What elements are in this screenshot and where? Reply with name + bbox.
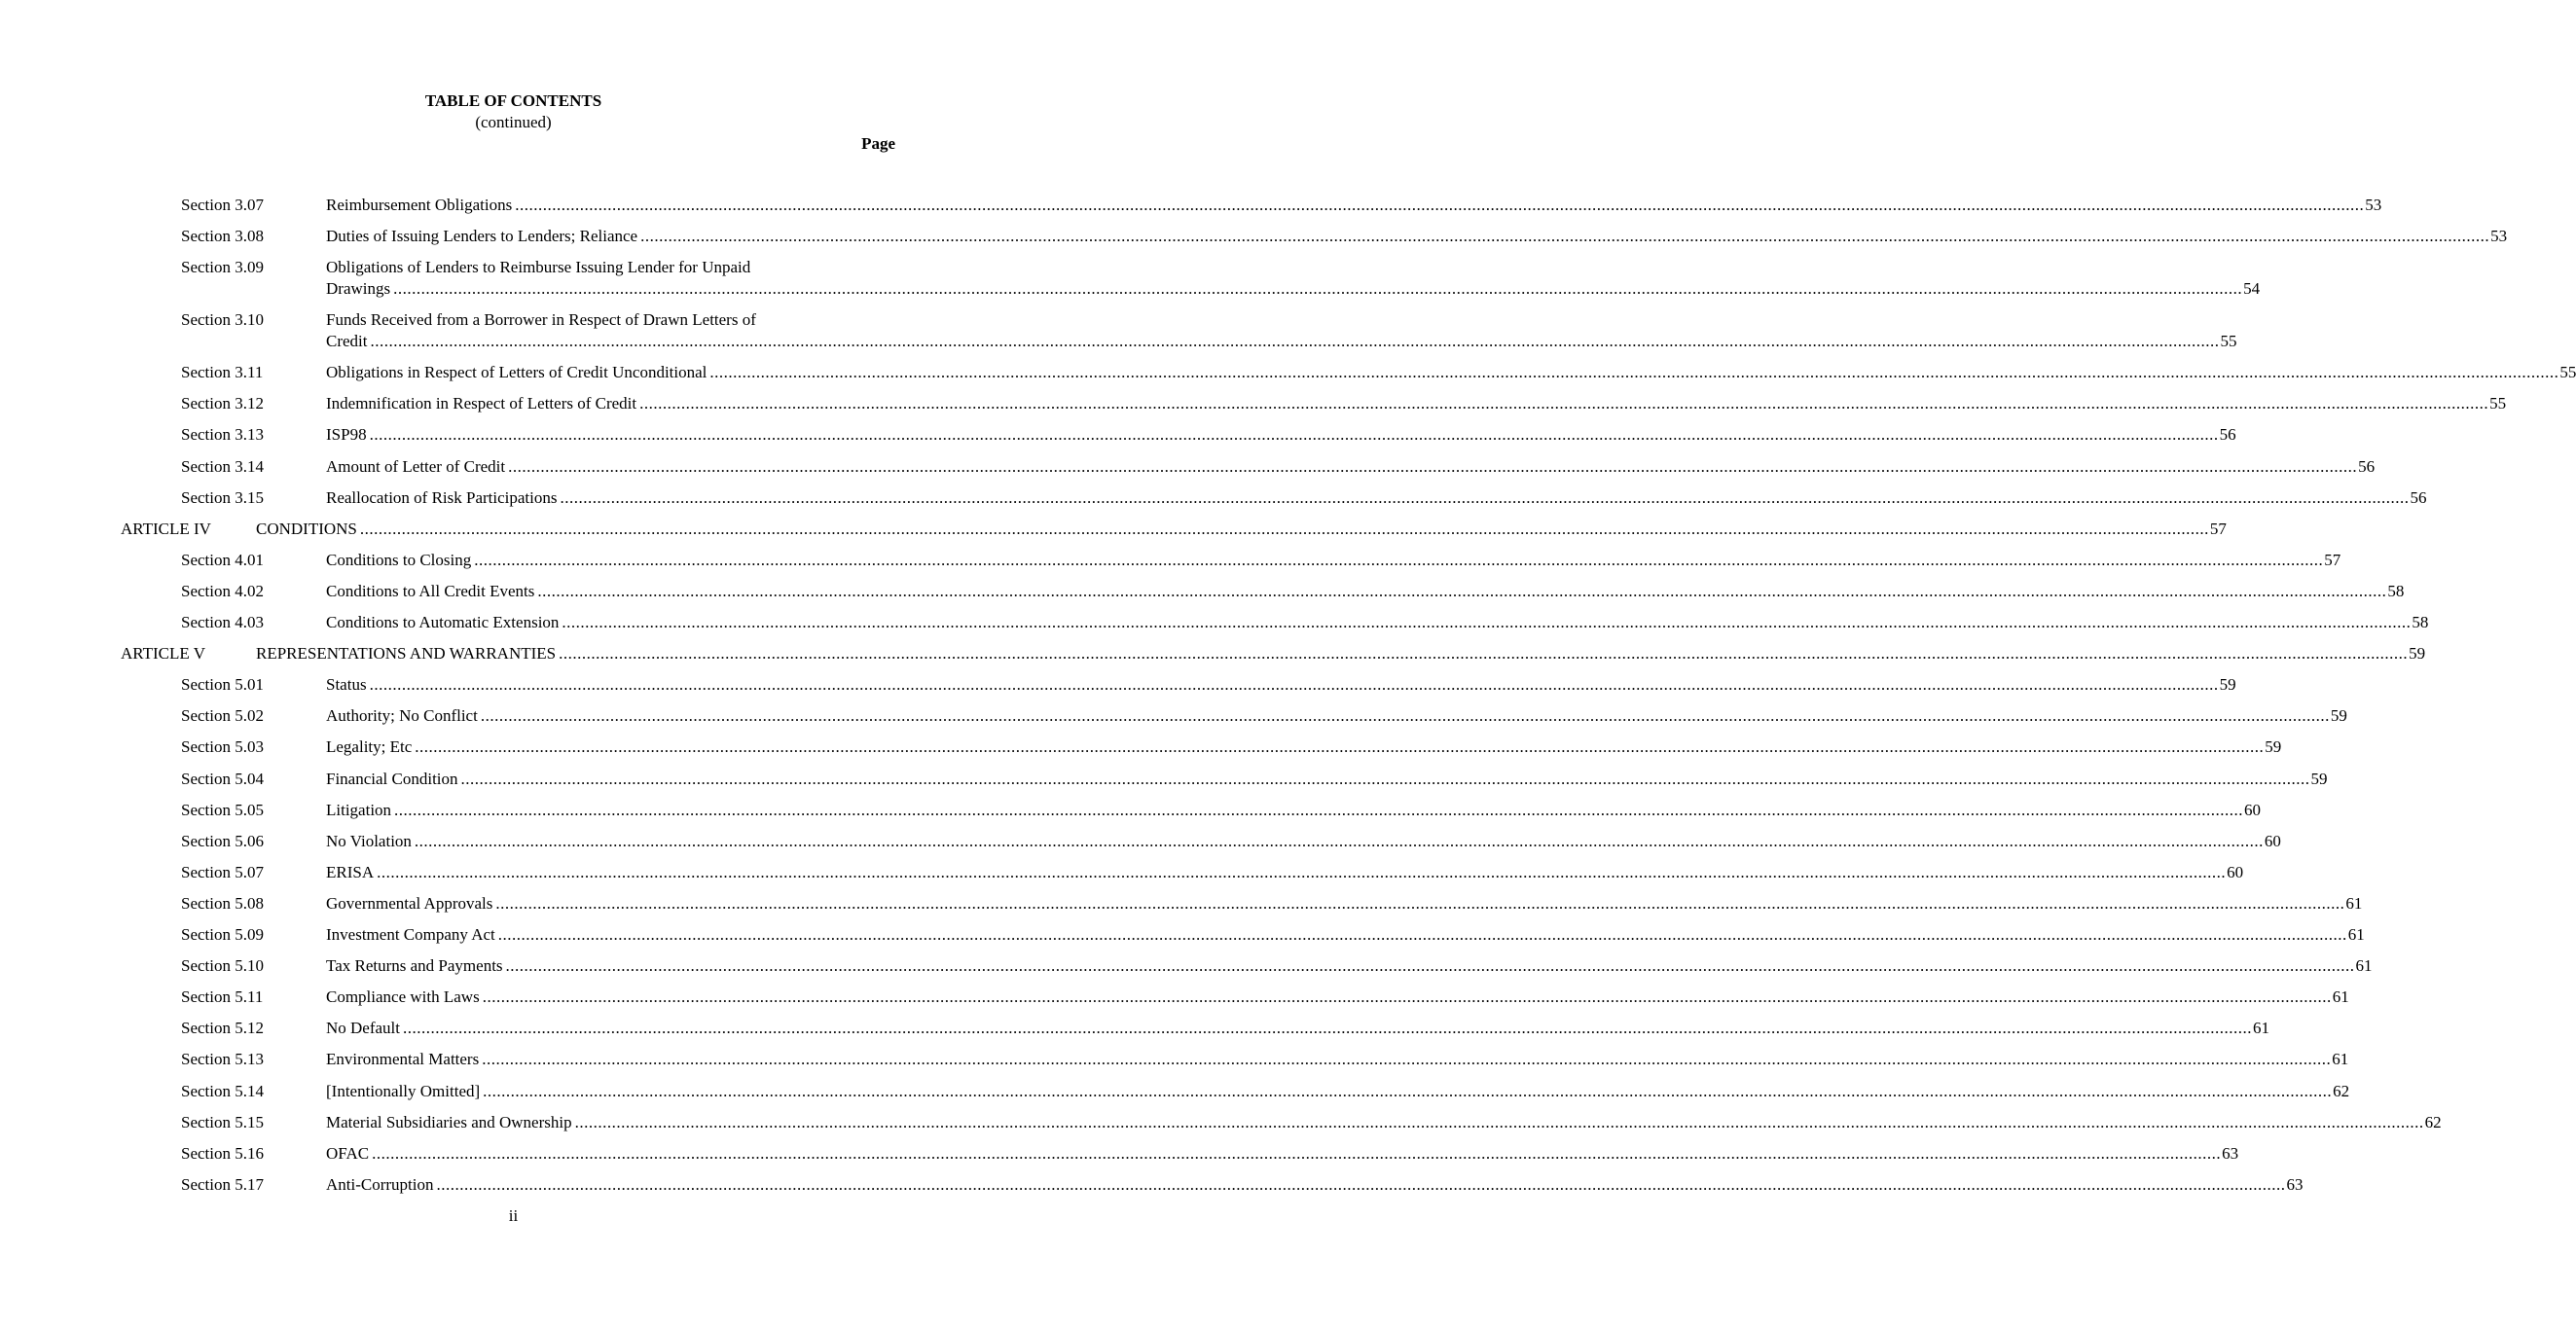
page-number: 54 xyxy=(2243,279,2261,299)
entry-title: Conditions to All Credit Events xyxy=(326,581,535,600)
dot-leader: ................................................................................................................................................................................................................................................................................................................................................................................................................ xyxy=(515,196,2365,214)
section-number: Section 5.04 xyxy=(181,769,264,788)
dot-leader: ................................................................................................................................................................................................................................................................................................................................................................................................................ xyxy=(482,1050,2332,1069)
page-number: 62 xyxy=(2424,1112,2442,1131)
dot-leader: ................................................................................................................................................................................................................................................................................................................................................................................................................ xyxy=(474,550,2324,569)
dot-leader: ................................................................................................................................................................................................................................................................................................................................................................................................................ xyxy=(377,862,2227,881)
page-number: 59 xyxy=(2310,769,2328,788)
dot-leader: ................................................................................................................................................................................................................................................................................................................................................................................................................ xyxy=(460,769,2310,788)
page-number: 59 xyxy=(2330,706,2347,726)
section-number: Section 3.12 xyxy=(181,394,264,413)
page-number: 61 xyxy=(2332,987,2349,1007)
page-number: 60 xyxy=(2244,800,2262,819)
dot-leader: ................................................................................................................................................................................................................................................................................................................................................................................................................ xyxy=(436,1174,2286,1194)
entry-title: Obligations in Respect of Letters of Credit Unconditional xyxy=(326,363,707,382)
entry-title: Litigation xyxy=(326,800,392,819)
section-number: Section 3.09 xyxy=(181,258,264,277)
toc-heading: TABLE OF CONTENTS xyxy=(424,91,602,110)
dot-leader: ................................................................................................................................................................................................................................................................................................................................................................................................................ xyxy=(480,706,2330,726)
entry-title: Investment Company Act xyxy=(326,925,495,944)
section-number: Section 5.02 xyxy=(181,706,264,726)
page-number: 59 xyxy=(2409,644,2426,664)
section-number: Section 4.02 xyxy=(181,581,264,600)
dot-leader: ................................................................................................................................................................................................................................................................................................................................................................................................................ xyxy=(559,644,2409,664)
dot-leader: ................................................................................................................................................................................................................................................................................................................................................................................................................ xyxy=(640,227,2490,246)
dot-leader: ................................................................................................................................................................................................................................................................................................................................................................................................................ xyxy=(497,925,2347,944)
section-number: Section 5.13 xyxy=(181,1050,264,1069)
entry-title: Conditions to Closing xyxy=(326,550,472,569)
page-number: 61 xyxy=(2253,1019,2270,1038)
section-number: Section 5.08 xyxy=(181,893,264,913)
entry-title: Credit xyxy=(326,332,368,351)
section-number: Section 3.13 xyxy=(181,425,264,445)
entry-title: CONDITIONS xyxy=(256,519,357,538)
section-number: Section 5.15 xyxy=(181,1112,264,1131)
footer-page-number: ii xyxy=(508,1206,519,1225)
entry-title: Status xyxy=(326,675,367,695)
dot-leader: ................................................................................................................................................................................................................................................................................................................................................................................................................ xyxy=(369,425,2219,445)
toc-subheading: (continued) xyxy=(475,113,552,131)
dot-leader: ................................................................................................................................................................................................................................................................................................................................................................................................................ xyxy=(537,581,2387,600)
entry-title: OFAC xyxy=(326,1143,370,1163)
section-number: Section 5.17 xyxy=(181,1174,264,1194)
page-number: 61 xyxy=(2332,1050,2349,1069)
entry-title: Conditions to Automatic Extension xyxy=(326,613,560,631)
entry-title: Amount of Letter of Credit xyxy=(326,456,506,476)
entry-title: REPRESENTATIONS AND WARRANTIES xyxy=(256,644,557,664)
section-number: Section 5.10 xyxy=(181,956,264,976)
section-number: Section 3.11 xyxy=(181,363,264,382)
section-number: Section 5.01 xyxy=(181,675,264,695)
page-number: 55 xyxy=(2489,394,2507,413)
section-number: Section 4.01 xyxy=(181,550,264,569)
page-number: 59 xyxy=(2219,675,2236,695)
dot-leader: ................................................................................................................................................................................................................................................................................................................................................................................................................ xyxy=(508,456,2358,476)
dot-leader: ................................................................................................................................................................................................................................................................................................................................................................................................................ xyxy=(359,519,2209,538)
entry-title: ISP98 xyxy=(326,425,367,445)
entry-title: [Intentionally Omitted] xyxy=(326,1081,481,1100)
section-number: Section 5.03 xyxy=(181,737,264,757)
page-number: 58 xyxy=(2387,581,2405,600)
page-number: 58 xyxy=(2412,613,2429,631)
section-number: Section 5.16 xyxy=(181,1143,264,1163)
page-number: 55 xyxy=(2559,363,2576,382)
entry-title: No Default xyxy=(326,1019,401,1038)
page-number: 63 xyxy=(2222,1143,2239,1163)
section-number: Section 3.15 xyxy=(181,487,264,507)
section-number: Section 5.06 xyxy=(181,831,264,850)
article-number: ARTICLE V xyxy=(121,644,205,664)
page-number: 53 xyxy=(2490,227,2508,246)
dot-leader: ................................................................................................................................................................................................................................................................................................................................................................................................................ xyxy=(639,394,2489,413)
entry-title: Compliance with Laws xyxy=(326,987,480,1007)
page-number: 60 xyxy=(2227,862,2244,881)
entry-title: No Violation xyxy=(326,831,412,850)
page-number: 56 xyxy=(2358,456,2376,476)
entry-title: Reallocation of Risk Participations xyxy=(326,487,558,507)
page-number: 60 xyxy=(2264,831,2281,850)
section-number: Section 5.12 xyxy=(181,1019,264,1038)
dot-leader: ................................................................................................................................................................................................................................................................................................................................................................................................................ xyxy=(403,1019,2253,1038)
page-number: 61 xyxy=(2347,925,2365,944)
entry-title-line: Obligations of Lenders to Reimburse Issuing Lender for Unpaid xyxy=(326,258,751,277)
section-number: Section 5.05 xyxy=(181,800,264,819)
section-number: Section 5.09 xyxy=(181,925,264,944)
dot-leader: ................................................................................................................................................................................................................................................................................................................................................................................................................ xyxy=(414,831,2264,850)
page-number: 55 xyxy=(2220,332,2237,351)
page-number: 57 xyxy=(2209,519,2227,538)
page-column-label: Page xyxy=(861,134,895,153)
page-number: 62 xyxy=(2333,1081,2350,1100)
section-number: Section 3.10 xyxy=(181,310,264,330)
entry-title: Environmental Matters xyxy=(326,1050,480,1069)
dot-leader: ................................................................................................................................................................................................................................................................................................................................................................................................................ xyxy=(394,800,2244,819)
entry-title-line: Funds Received from a Borrower in Respect of Drawn Letters of xyxy=(326,310,756,330)
entry-title: Anti-Corruption xyxy=(326,1174,434,1194)
page-number: 56 xyxy=(2410,487,2427,507)
page-number: 61 xyxy=(2355,956,2373,976)
page-number: 63 xyxy=(2286,1174,2304,1194)
page-number: 57 xyxy=(2324,550,2341,569)
article-number: ARTICLE IV xyxy=(121,519,211,538)
section-number: Section 5.14 xyxy=(181,1081,264,1100)
dot-leader: ................................................................................................................................................................................................................................................................................................................................................................................................................ xyxy=(482,987,2332,1007)
entry-title: Tax Returns and Payments xyxy=(326,956,503,976)
dot-leader: ................................................................................................................................................................................................................................................................................................................................................................................................................ xyxy=(415,737,2265,757)
dot-leader: ................................................................................................................................................................................................................................................................................................................................................................................................................ xyxy=(370,332,2220,351)
entry-title: Drawings xyxy=(326,279,391,299)
section-number: Section 3.14 xyxy=(181,456,264,476)
dot-leader: ................................................................................................................................................................................................................................................................................................................................................................................................................ xyxy=(709,363,2559,382)
section-number: Section 3.08 xyxy=(181,227,264,246)
page-number: 61 xyxy=(2345,893,2363,913)
dot-leader: ................................................................................................................................................................................................................................................................................................................................................................................................................ xyxy=(372,1143,2222,1163)
dot-leader: ................................................................................................................................................................................................................................................................................................................................................................................................................ xyxy=(560,487,2410,507)
entry-title: ERISA xyxy=(326,862,375,881)
entry-title: Governmental Approvals xyxy=(326,893,493,913)
page-number: 56 xyxy=(2219,425,2236,445)
section-number: Section 5.11 xyxy=(181,987,264,1007)
dot-leader: ................................................................................................................................................................................................................................................................................................................................................................................................................ xyxy=(505,956,2355,976)
entry-title: Material Subsidiaries and Ownership xyxy=(326,1112,572,1131)
entry-title: Duties of Issuing Lenders to Lenders; Reliance xyxy=(326,227,638,246)
dot-leader: ................................................................................................................................................................................................................................................................................................................................................................................................................ xyxy=(574,1112,2424,1131)
dot-leader: ................................................................................................................................................................................................................................................................................................................................................................................................................ xyxy=(483,1081,2333,1100)
dot-leader: ................................................................................................................................................................................................................................................................................................................................................................................................................ xyxy=(369,675,2219,695)
section-number: Section 5.07 xyxy=(181,862,264,881)
dot-leader: ................................................................................................................................................................................................................................................................................................................................................................................................................ xyxy=(562,613,2412,631)
entry-title: Financial Condition xyxy=(326,769,458,788)
page-number: 59 xyxy=(2265,737,2282,757)
entry-title: Legality; Etc xyxy=(326,737,413,757)
dot-leader: ................................................................................................................................................................................................................................................................................................................................................................................................................ xyxy=(495,893,2345,913)
entry-title: Indemnification in Respect of Letters of Credit xyxy=(326,394,637,413)
page-number: 53 xyxy=(2365,196,2382,214)
entry-title: Authority; No Conflict xyxy=(326,706,478,726)
section-number: Section 4.03 xyxy=(181,613,264,631)
dot-leader: ................................................................................................................................................................................................................................................................................................................................................................................................................ xyxy=(393,279,2243,299)
section-number: Section 3.07 xyxy=(181,196,264,214)
entry-title: Reimbursement Obligations xyxy=(326,196,513,214)
